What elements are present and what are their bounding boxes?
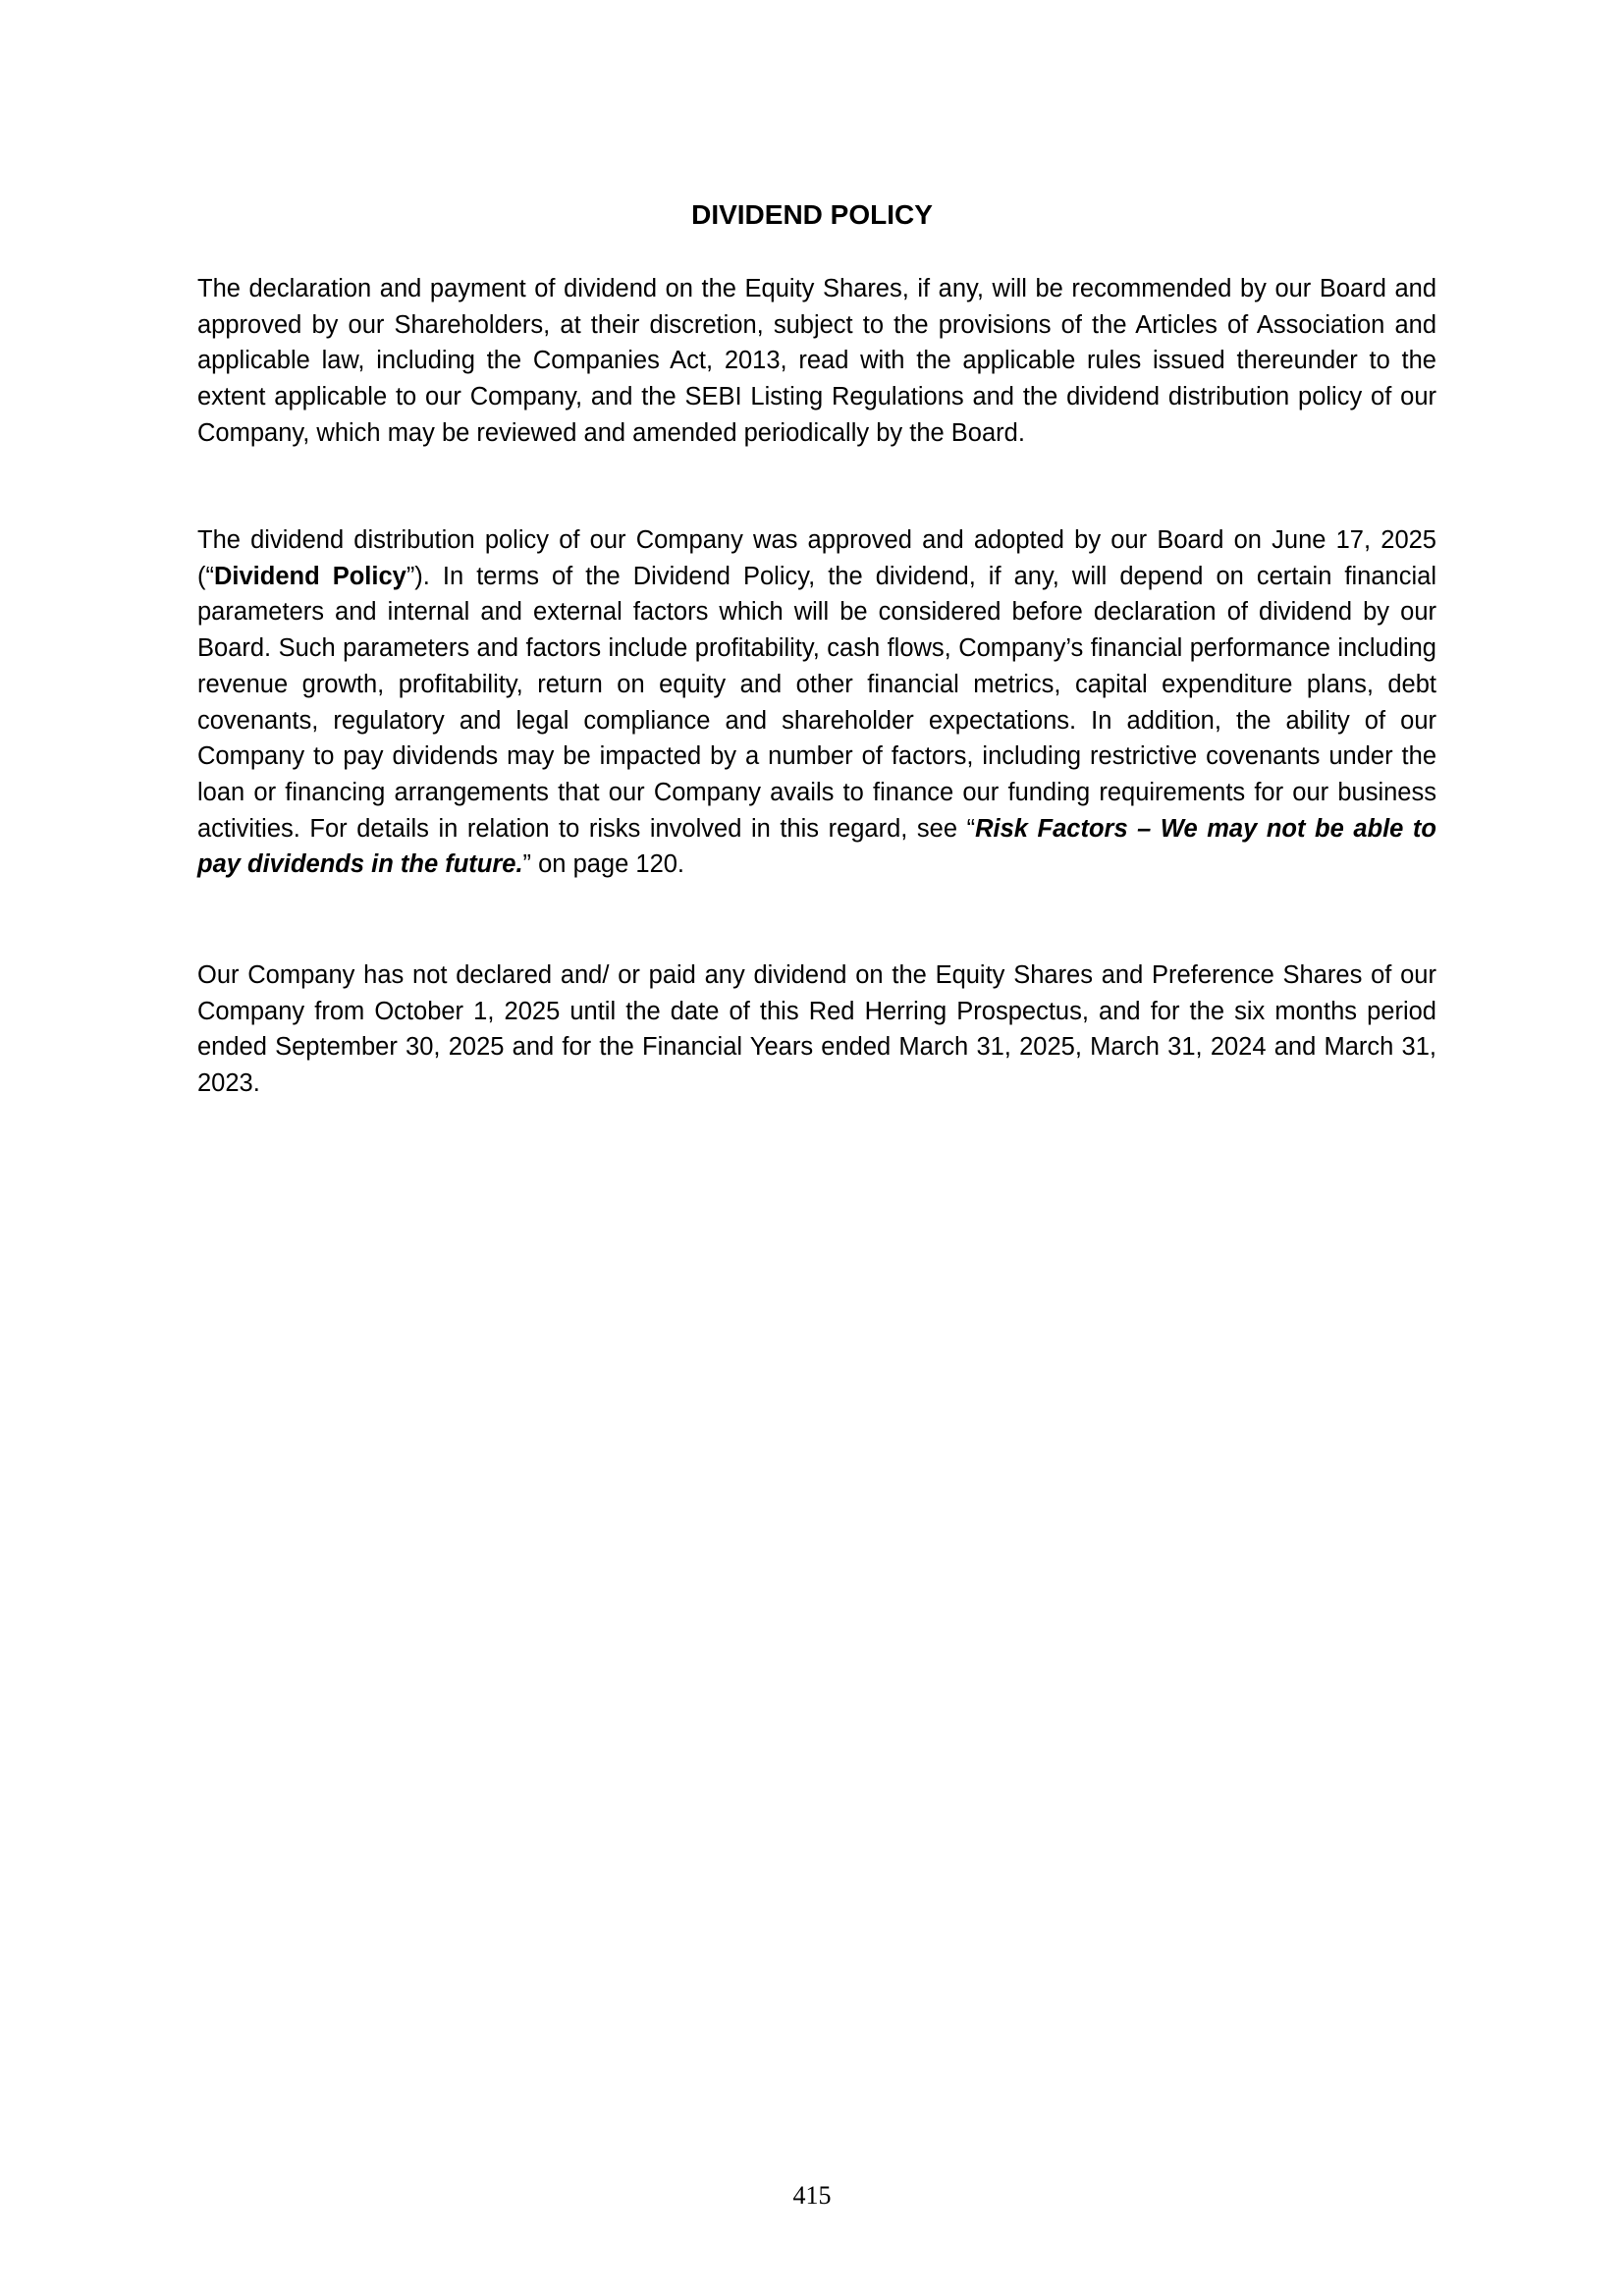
paragraph-dividend-distribution-policy <box>197 522 1436 883</box>
page-title: DIVIDEND POLICY <box>691 199 933 230</box>
cross-reference-risk-factors: Risk Factors – We may not be able to pay dividends in the future. <box>197 814 1436 879</box>
page-number: 415 <box>792 2181 832 2210</box>
paragraph-text: ”). In terms of the Dividend Policy, the dividend, if any, will depend on certain financial parameters and internal and external factors which will be considered before declaration of dividend by our Board. Such parameters and factors include profitability, cash flows, Company’s financial performance including revenue growth, profitability, return on equity and other financial metrics, capital expenditure plans, debt covenants, regulatory and legal compliance and shareholder expectations. In addition, the ability of our Company to pay dividends may be impacted by a number of factors, including restrictive covenants under the loan or financing arrangements that our Company avails to finance our funding requirements for our business activities. For details in relation to risks involved in this regard, see “ <box>197 562 1436 843</box>
paragraph-dividend-declaration: The declaration and payment of dividend on the Equity Shares, if any, will be recommended by our Board and approved by our Shareholders, at their discretion, subject to the provisions of the Articles of Association and applicable law, including the Companies Act, 2013, read with the applicable rules issued thereunder to the extent applicable to our Company, and the SEBI Listing Regulations and the dividend distribution policy of our Company, which may be reviewed and amended periodically by the Board. <box>197 275 1436 447</box>
defined-term-dividend-policy: Dividend Policy <box>213 562 406 590</box>
paragraph-text: ” on page 120. <box>522 850 685 879</box>
paragraph-no-dividend-declared: Our Company has not declared and/ or paid any dividend on the Equity Shares and Preference Shares of our Company from October 1, 2025 until the date of this Red Herring Prospectus, and for the six months period ended September 30, 2025 and for the Financial Years ended March 31, 2025, March 31, 2024 and March 31, 2023. <box>197 961 1436 1098</box>
paragraph-text: The dividend distribution policy of our Company was approved and adopted by our Board on June 17, 2025 (“ <box>197 526 1436 590</box>
